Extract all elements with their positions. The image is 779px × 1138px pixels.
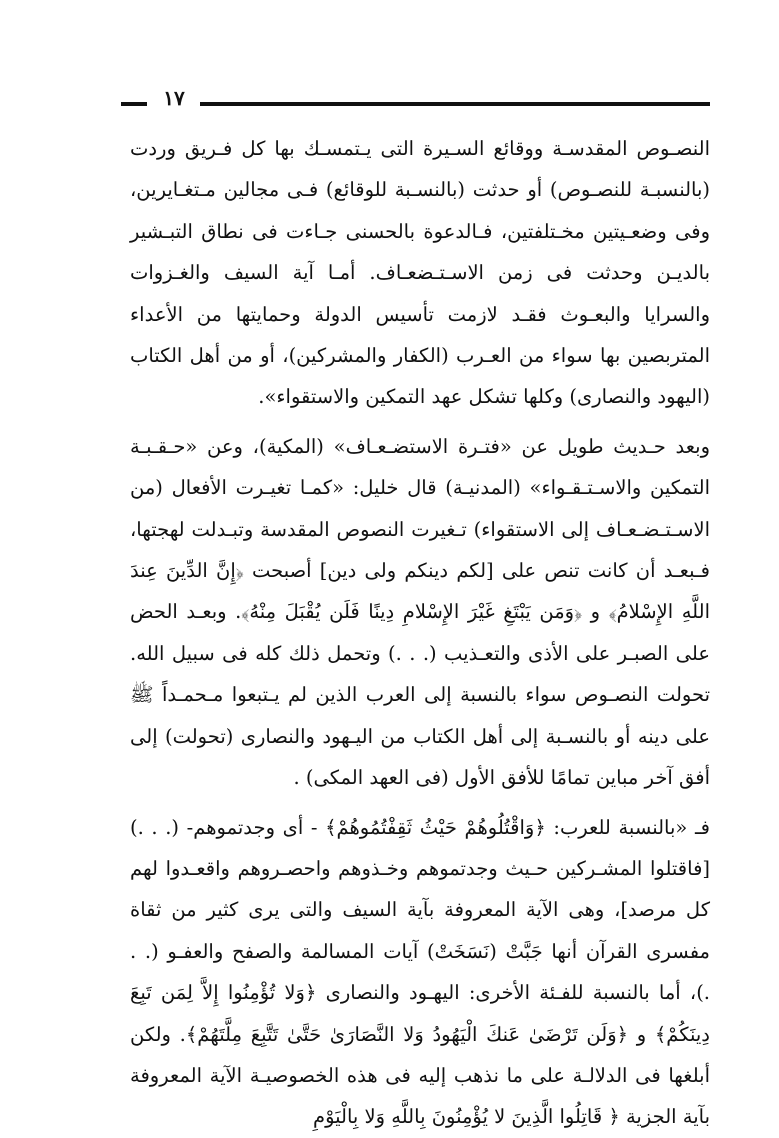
paragraph-1: النصـوص المقدسـة ووقائع السـيرة التى يـتمسـك بها كل فـريق وردت (بالنسبـة للنصـوص) أو حدثت (بالنسـبة للوقائع) فـى مجالين مـتغـايرين، وفى وضعـيتين مخـتلفتين، فـالدعوة بالحسنى جـاءت فى نطاق التبـشير بالديـن وحدثت فى زمن الاسـتـضعـاف. أمـا آية السيف والغـزوات والسرايا والبعـوث فقـد لازمت تأسيس الدولة وحمايتها من الأعداء المتربصين بها سواء من العـرب (الكفار والمشركين)، أو من أهل الكتاب (اليهود والنصارى) وكلها تشكل عهد التمكين والاستقواء». [130, 137, 711, 409]
paragraph-3: فـ «بالنسبة للعرب: ﴿وَاقْتُلُوهُمْ حَيْثُ ثَقِفْتُمُوهُمْ﴾ - أى وجدتموهم- (. . .) [فاقتلوا المشـركين حـيث وجدتموهم وخـذوهم واحصـروهم واقعـدوا لهم كل مرصد]، وهى الآية المعروفة بآية السيف والتى يرى كثير من ثقاة مفسرى القرآن أنها جَبَّتْ (نَسَخَتْ) آيات المسالمة والصفح والعفـو (. . .)، أما بالنسبة للفـئة الأخرى: اليهـود والنصارى ﴿وَلا تُؤْمِنُوا إِلاَّ لِمَن تَبِعَ دِينَكُمْ﴾ و ﴿وَلَن تَرْضَىٰ عَنكَ الْيَهُودُ وَلا النَّصَارَىٰ حَتَّىٰ تَتَّبِعَ مِلَّتَهُمْ﴾. ولكن أبلغها فى الدلالـة على ما نذهب إليه فى هذه الخصوصيـة الآية المعروفة بآية الجزية ﴿ قَاتِلُوا الَّذِينَ لا يُؤْمِنُونَ بِاللَّهِ وَلا بِالْيَوْمِ [130, 815, 710, 1129]
header-rule-long [200, 102, 710, 106]
page-number: ١٧ [163, 86, 185, 110]
page-header [118, 86, 710, 116]
paragraph-2: وبعد حـديث طويل عن «فتـرة الاستضـعـاف» (المكية)، وعن «حـقـبـة التمكين والاسـتـقـواء» (المدنيـة) قال خليل: «كمـا تغيـرت الأفعال (من الاسـتـضـعـاف إلى الاستقواء) تـغيرت النصوص المقدسة وتبـدلت لهجتها، فـبعـد أن كانت تنص على [لكم دينكم ولى دين] أصبحت ﴿إِنَّ الدِّينَ عِندَ اللَّهِ الإِسْلامُ﴾ و ﴿وَمَن يَبْتَغِ غَيْرَ الإِسْلامِ دِينًا فَلَن يُقْبَلَ مِنْهُ﴾. وبعـد الحض على الصبـر على الأذى والتعـذيب (. . .) وتحمل ذلك كله فى سبيل الله. تحولت النصـوص سواء بالنسبة إلى العرب الذين لم يـتبعوا مـحمـداً ﷺ على دينه أو بالنسـبة إلى أهل الكتاب من اليـهود والنصارى (تحولت) إلى أفق آخر مباين تمامًا للأفق الأول (فى العهد المكى) . [130, 434, 710, 790]
header-rule-short [121, 102, 147, 106]
body-text [130, 128, 710, 1138]
